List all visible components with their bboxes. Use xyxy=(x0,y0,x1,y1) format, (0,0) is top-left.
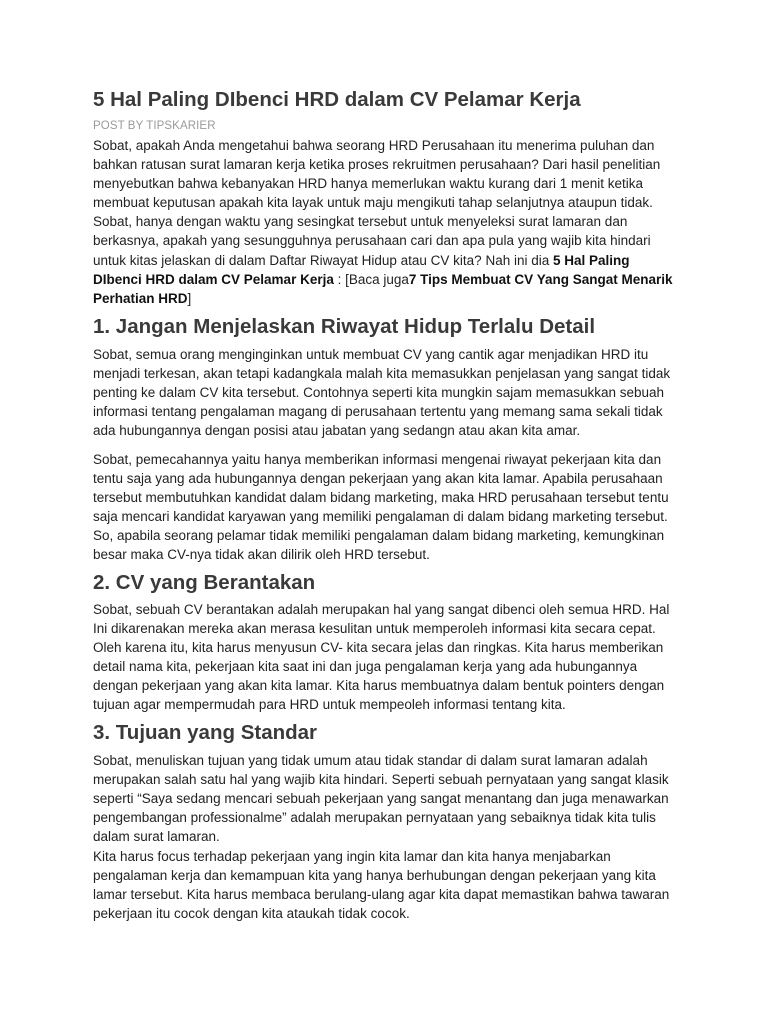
section-3-heading: 3. Tujuan yang Standar xyxy=(93,721,318,744)
article-byline: POST BY TIPSKARIER xyxy=(93,120,216,132)
section-1-heading: 1. Jangan Menjelaskan Riwayat Hidup Terlalu Detail xyxy=(93,315,596,338)
section-3-paragraph-2: Kita harus focus terhadap pekerjaan yang ingin kita lamar dan kita hanya menjabarkan pengalaman kerja dan kemampuan kita yang hanya berhubungan dengan pekerjaan yang kita lamar tersebut. Kita harus membaca berulang-ulang agar kita dapat memastikan bahwa tawaran pekerjaan itu cocok dengan kita ataukah tidak cocok. xyxy=(93,849,670,922)
section-2-heading: 2. CV yang Berantakan xyxy=(93,571,316,594)
intro-bold-title: 5 Hal Paling DIbenci HRD dalam CV Pelamar Kerja xyxy=(93,252,630,287)
intro-end: ] xyxy=(187,290,192,306)
intro-paragraph xyxy=(93,136,678,308)
article-title: 5 Hal Paling DIbenci HRD dalam CV Pelamar Kerja xyxy=(93,88,581,111)
section-2-paragraph-1: Sobat, sebuah CV berantakan adalah merupakan hal yang sangat dibenci oleh semua HRD. Hal Ini dikarenakan mereka akan merasa kesulitan untuk memperoleh informasi kita secara cepat. Oleh karena itu, kita harus menyusun CV- kita secara jelas dan ringkas. Kita harus memberikan detail nama kita, pekerjaan kita saat ini dan juga pengalaman kerja yang ada hubungannya dengan pekerjaan yang akan kita lamar. Kita harus membuatnya dalam bentuk pointers dengan tujuan agar mempermudah para HRD untuk mempeoleh informasi tentang kita. xyxy=(93,602,670,713)
intro-text: Sobat, apakah Anda mengetahui bahwa seorang HRD Perusahaan itu menerima puluhan dan bahkan ratusan surat lamaran kerja ketika proses rekruitmen perusahaan? Dari hasil penelitian menyebutkan bahwa kebanyakan HRD hanya memerlukan waktu kurang dari 1 menit ketika membuat keputusan apakah kita layak untuk maju mengikuti tahap selanjutnya ataupun tidak. Sobat, hanya dengan waktu yang sesingkat tersebut untuk menyeleksi surat lamaran dan berkasnya, apakah yang sesungguhnya perusahaan cari dan apa pula yang wajib kita hindari untuk kitas jelaskan di dalam Daftar Riwayat Hidup atau CV kita? Nah ini dia xyxy=(93,138,661,268)
section-1-paragraph-1: Sobat, semua orang menginginkan untuk membuat CV yang cantik agar menjadikan HRD itu menjadi terkesan, akan tetapi kadangkala malah kita memasukkan penjelasan yang sangat tidak penting ke dalam CV kita tersebut. Contohnya seperti kita mungkin sajam memasukkan sebuah informasi tentang pengalaman magang di perusahaan tertentu yang memang sama sekali tidak ada hubungannya dengan posisi atau jabatan yang sedangn atau akan kita amar. xyxy=(93,347,671,439)
intro-mid: : [Baca juga xyxy=(333,271,409,287)
section-3-paragraph-1: Sobat, menuliskan tujuan yang tidak umum atau tidak standar di dalam surat lamaran adalah merupakan salah satu hal yang wajib kita hindari. Seperti sebuah pernyataan yang sangat klasik seperti “Saya sedang mencari sebuah pekerjaan yang sangat menantang dan juga menawarkan pengembangan professionalme” adalah merupakan pernyataan yang sebaiknya tidak kita tulis dalam surat lamaran. xyxy=(93,753,669,845)
section-1-paragraph-2: Sobat, pemecahannya yaitu hanya memberikan informasi mengenai riwayat pekerjaan kita dan tentu saja yang ada hubungannya dengan pekerjaan yang akan kita lamar. Apabila perusahaan tersebut membutuhkan kandidat dalam bidang marketing, maka HRD perusahaan tersebut tentu saja mencari kandidat karyawan yang memiliki pengalaman di dalam bidang marketing tersebut. So, apabila seorang pelamar tidak memiliki pengalaman dalam bidang marketing, kemungkinan besar maka CV-nya tidak akan dilirik oleh HRD tersebut. xyxy=(93,452,669,563)
related-link[interactable]: 7 Tips Membuat CV Yang Sangat Menarik Perhatian HRD xyxy=(93,271,673,306)
